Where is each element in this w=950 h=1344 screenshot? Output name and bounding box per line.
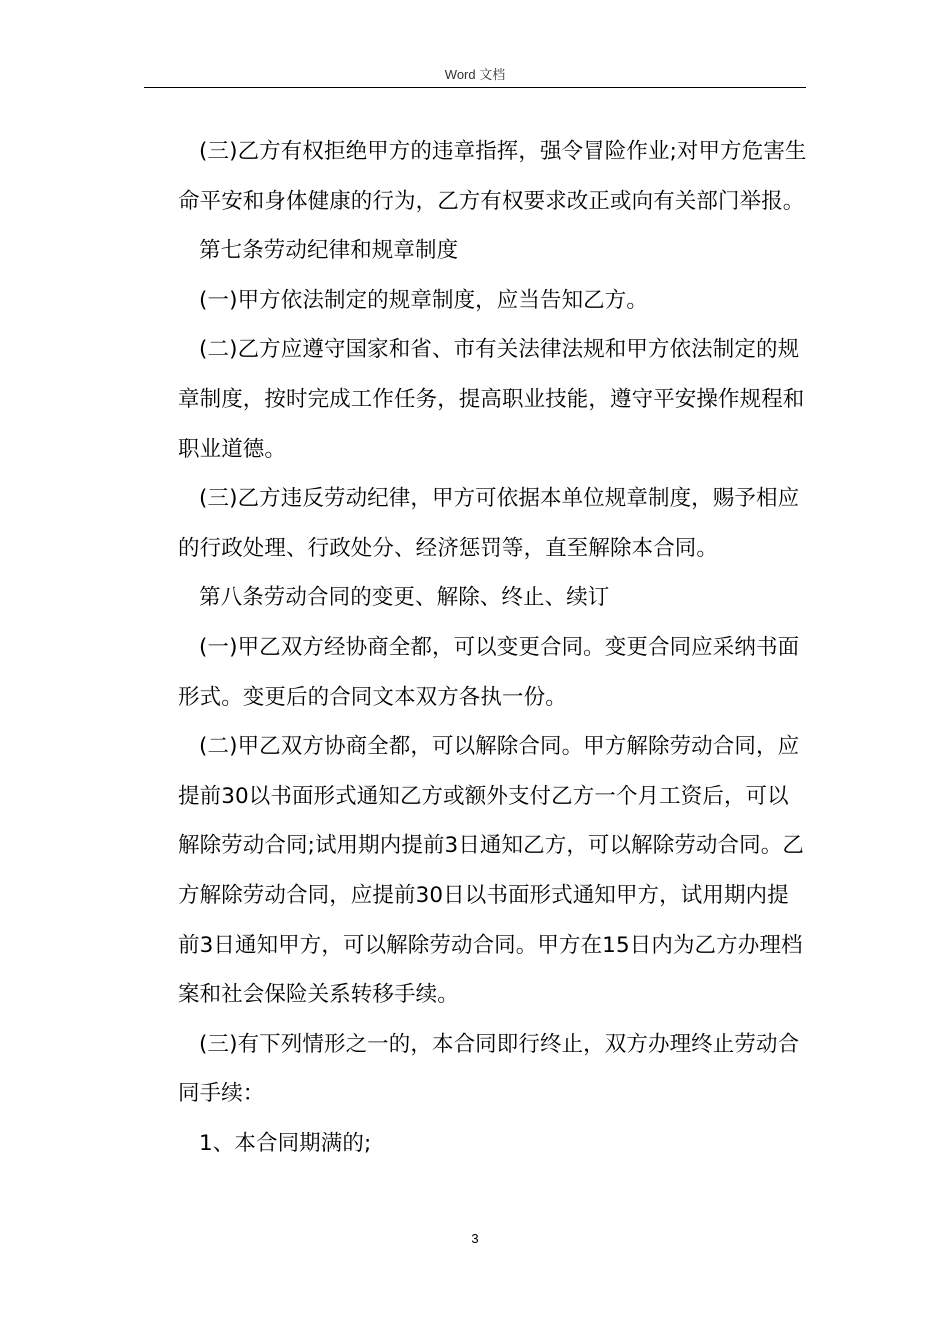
paragraph: (二)甲乙双方协商全都，可以解除合同。甲方解除劳动合同，应提前30以书面形式通知乙方或额外支付乙方一个月工资后，可以解除劳动合同;试用期内提前3日通知乙方，可以解除劳动合同。乙方解除劳动合同，应提前30日以书面形式通知甲方，试用期内提前3日通知甲方，可以解除劳动合同。甲方在15日内为乙方办理档案和社会保险关系转移手续。 (178, 734, 804, 1008)
paragraph: (三)乙方有权拒绝甲方的违章指挥，强令冒险作业;对甲方危害生命平安和身体健康的行为，乙方有权要求改正或向有关部门举报。 (178, 139, 807, 214)
section-heading: 第八条劳动合同的变更、解除、终止、续订 (199, 585, 610, 611)
paragraph: (二)乙方应遵守国家和省、市有关法律法规和甲方依法制定的规章制度，按时完成工作任务，提高职业技能，遵守平安操作规程和职业道德。 (178, 337, 805, 462)
page-number: 3 (471, 1231, 479, 1246)
paragraph: (一)甲乙双方经协商全都，可以变更合同。变更合同应采纳书面形式。变更后的合同文本双方各执一份。 (178, 634, 800, 710)
paragraph: (三)乙方违反劳动纪律，甲方可依据本单位规章制度，赐予相应的行政处理、行政处分、经济惩罚等，直至解除本合同。 (178, 486, 800, 561)
paragraph: (三)有下列情形之一的，本合同即行终止，双方办理终止劳动合同手续： (178, 1031, 800, 1107)
page-header-title: Word 文档 (444, 67, 506, 82)
paragraph: (一)甲方依法制定的规章制度，应当告知乙方。 (199, 287, 648, 313)
header-divider (144, 87, 806, 88)
document-body (178, 127, 808, 1168)
list-item: 1、本合同期满的; (199, 1130, 372, 1156)
section-heading: 第七条劳动纪律和规章制度 (199, 238, 459, 264)
